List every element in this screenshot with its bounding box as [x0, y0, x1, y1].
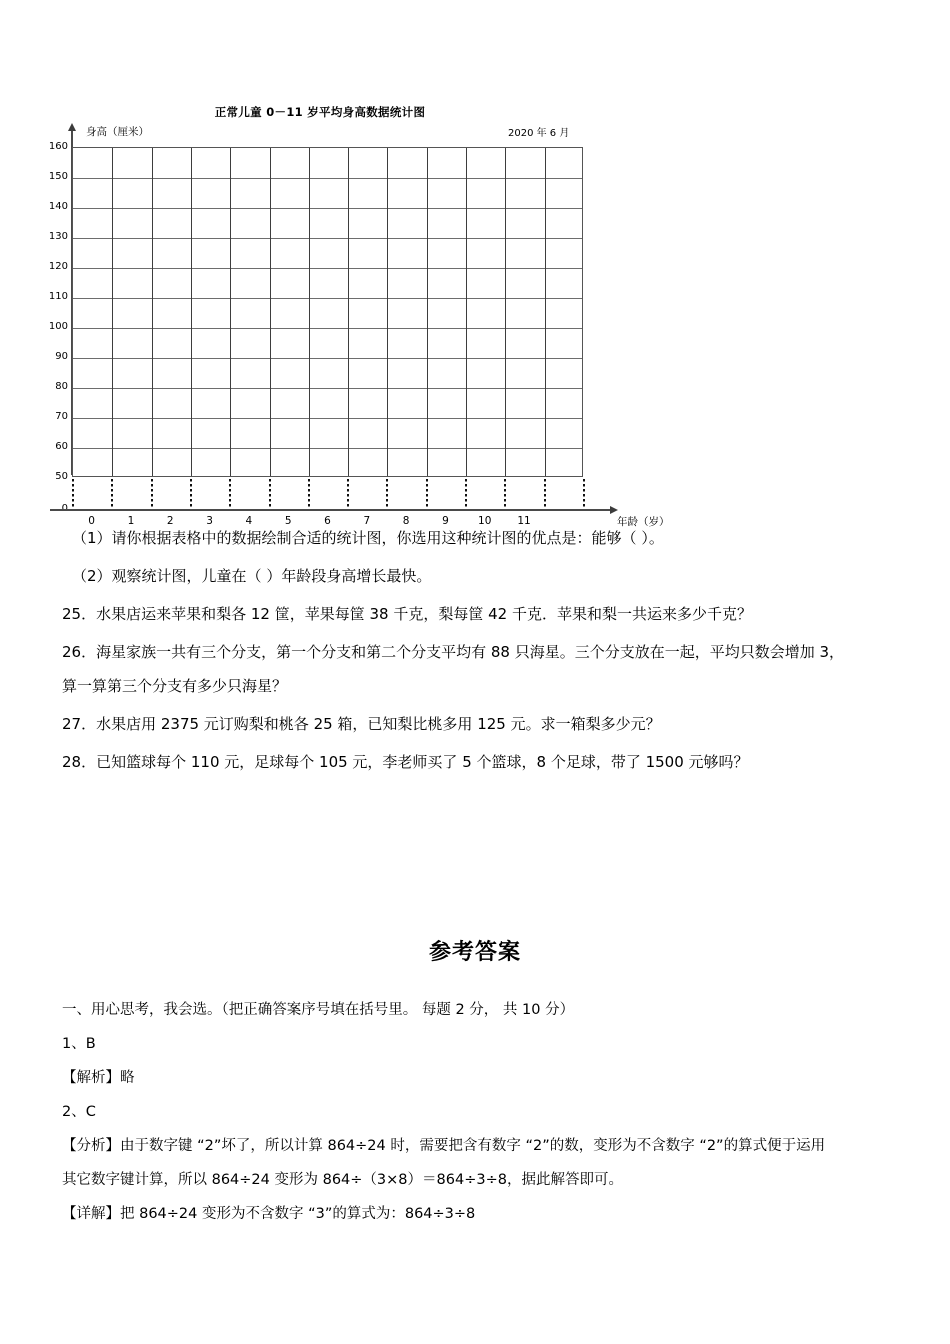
y-axis-tick-label: 150 — [48, 171, 68, 182]
axis-break-dot-column — [229, 479, 231, 507]
x-axis-tick-label: 5 — [284, 515, 292, 527]
answer-item-2-number: 2、C — [62, 1104, 96, 1120]
x-axis-label: 年龄（岁） — [617, 516, 670, 528]
answer-item-1-explanation: 【解析】略 — [62, 1070, 135, 1086]
y-axis-tick-label: 130 — [48, 231, 68, 242]
x-axis-tick-label: 4 — [245, 515, 253, 527]
x-axis-tick-label: 2 — [166, 515, 174, 527]
axis-break-dot-column — [269, 479, 271, 507]
x-axis-tick-label: 8 — [402, 515, 410, 527]
question-26-line-1: 26．海星家族一共有三个分支，第一个分支和第二个分支平均有 88 只海星。三个分支放在一起，平均只数会增加 3， — [62, 643, 845, 661]
answer-key-title: 参考答案 — [428, 940, 521, 965]
axis-break-dot-column — [308, 479, 310, 507]
axis-break-dot-column — [347, 479, 349, 507]
axis-break-dot-column — [386, 479, 388, 507]
statistics-chart — [0, 100, 950, 528]
question-25: 25．水果店运来苹果和梨各 12 筐，苹果每筐 38 千克，梨每筐 42 千克．苹果和梨一共运来多少千克？ — [62, 605, 752, 623]
x-axis-tick-label: 7 — [363, 515, 371, 527]
answer-item-1-number: 1、B — [62, 1036, 96, 1052]
grid-line-vertical — [309, 148, 310, 476]
sub-question-1: （1）请你根据表格中的数据绘制合适的统计图，你选用这种统计图的优点是：能够（ ）。 — [72, 529, 664, 547]
question-26-line-2: 算一算第三个分支有多少只海星？ — [62, 677, 288, 695]
y-axis-tick-label: 50 — [55, 471, 68, 482]
answer-key-section — [0, 935, 950, 1224]
question-28: 28．已知篮球每个 110 元，足球每个 105 元，李老师买了 5 个篮球，8 个足球，带了 1500 元够吗？ — [62, 753, 749, 771]
answer-item-2-analysis-line-2: 其它数字键计算，所以 864÷24 变形为 864÷（3×8）＝864÷3÷8，据此解答即可。 — [62, 1172, 623, 1188]
x-axis-tick-label: 10 — [478, 515, 492, 527]
x-axis-tick-label: 0 — [88, 515, 95, 527]
y-axis-label: 身高（厘米） — [86, 126, 149, 138]
y-axis-tick-label: 70 — [55, 411, 68, 422]
axis-break-dot-column — [190, 479, 192, 507]
y-axis-tick-label: 120 — [48, 261, 68, 272]
y-axis-tick-label: 140 — [48, 201, 68, 212]
axis-break-dot-column — [583, 479, 585, 507]
grid-line-vertical — [427, 148, 428, 476]
questions-section — [0, 528, 950, 772]
y-axis-tick-label: 160 — [48, 141, 68, 152]
axis-break-dot-column — [72, 479, 74, 507]
y-axis-tick-label: 60 — [55, 441, 68, 452]
chart-grid — [72, 147, 583, 477]
question-27: 27．水果店用 2375 元订购梨和桃各 25 箱，已知梨比桃多用 125 元。求一箱梨多少元？ — [62, 715, 661, 733]
grid-line-vertical — [270, 148, 271, 476]
x-axis-tick-label: 11 — [517, 515, 531, 527]
y-axis-tick-label: 90 — [55, 351, 68, 362]
axis-break-dot-column — [504, 479, 506, 507]
grid-line-vertical — [545, 148, 546, 476]
grid-line-vertical — [112, 148, 113, 476]
grid-line-vertical — [348, 148, 349, 476]
y-axis-tick-label: 80 — [55, 381, 68, 392]
grid-line-vertical — [466, 148, 467, 476]
axis-break-dot-column — [111, 479, 113, 507]
x-axis-tick-label: 1 — [127, 515, 135, 527]
grid-line-vertical — [191, 148, 192, 476]
answer-item-2-analysis-line-1: 【分析】由于数字键 “2”坏了，所以计算 864÷24 时，需要把含有数字 “2”的数，变形为不含数字 “2”的算式便于运用 — [62, 1138, 826, 1154]
x-axis-line — [50, 509, 610, 511]
x-axis-tick-label: 6 — [324, 515, 331, 527]
axis-break-dot-column — [151, 479, 153, 507]
x-axis-tick-label: 3 — [206, 515, 213, 527]
y-axis-ticks — [22, 100, 68, 500]
axis-break-dot-column — [426, 479, 428, 507]
axis-break-dot-column — [544, 479, 546, 507]
answer-item-2-detail: 【详解】把 864÷24 变形为不含数字 “3”的算式为：864÷3÷8 — [62, 1206, 476, 1222]
chart-date-note: 2020 年 6 月 — [508, 128, 570, 139]
sub-question-2: （2）观察统计图，儿童在（ ）年龄段身高增长最快。 — [72, 567, 432, 585]
axis-break-dot-column — [465, 479, 467, 507]
answer-section-heading: 一、用心思考，我会选。（把正确答案序号填在括号里。 每题 2 分， 共 10 分） — [62, 1002, 575, 1018]
y-axis-tick-label: 100 — [48, 321, 68, 332]
y-axis-tick-label: 110 — [48, 291, 68, 302]
grid-line-vertical — [152, 148, 153, 476]
chart-title: 正常儿童 0－11 岁平均身高数据统计图 — [214, 105, 426, 119]
x-axis-tick-label: 9 — [442, 515, 449, 527]
grid-line-vertical — [505, 148, 506, 476]
grid-line-vertical — [387, 148, 388, 476]
grid-line-vertical — [230, 148, 231, 476]
